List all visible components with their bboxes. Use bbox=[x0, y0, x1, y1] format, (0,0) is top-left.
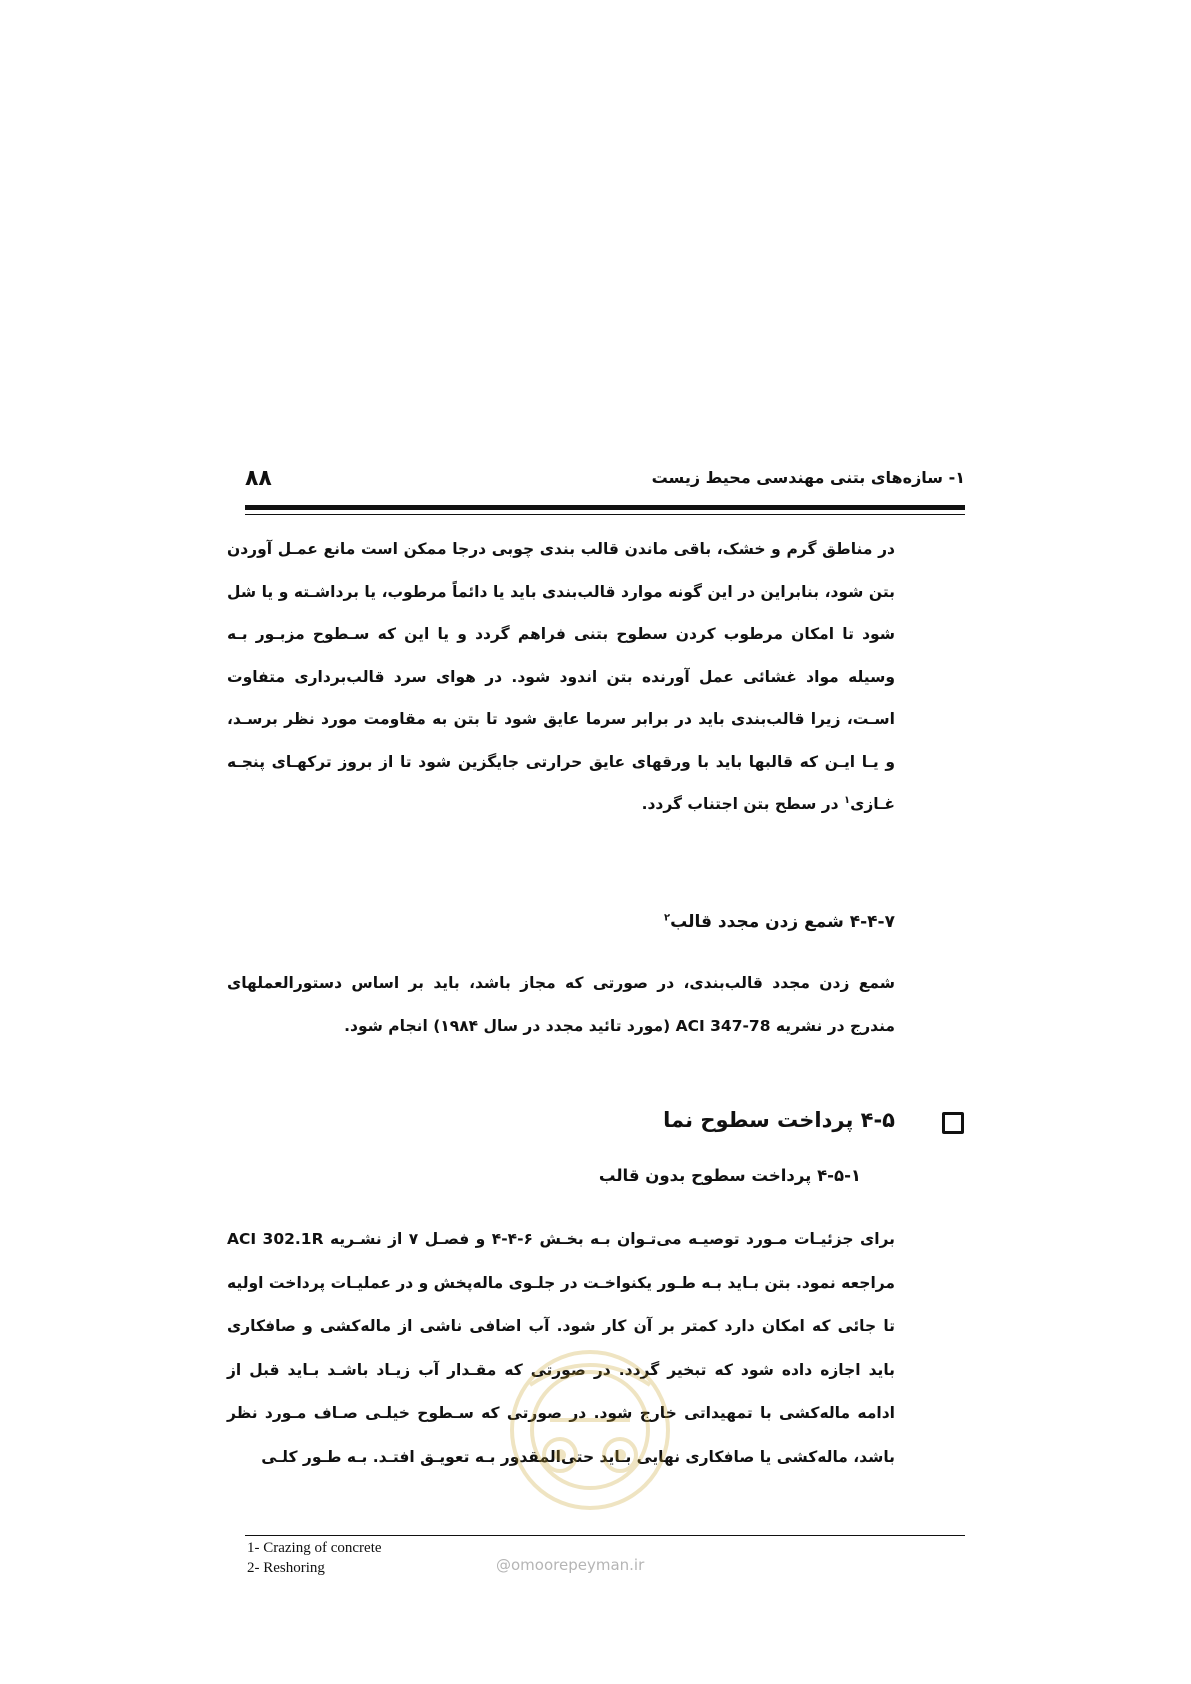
header-rule-thick bbox=[245, 505, 965, 510]
paragraph-text: برای جزئیـات مـورد توصیـه می‌تـوان بـه بخـش ۶-۴-۴ و فصـل ۷ از نشـریه ACI 302.1R مراجعه نمود. بتن بـاید بـه طـور یکنواخـت در جلـوی ماله‌پخش و در عملیـات پرداخت اولیه تا جائی که امکان دارد کمتر بر آن کار شود. آب اضافی ناشی از ماله‌کشی و صافکاری باید اجازه داده شود که تبخیر گردد. در صورتی که مقـدار آب زیـاد باشـد بـاید قبل از ادامه ماله‌کشی با تمهیداتی خارج شود. در صورتی که سـطوح خیلـی صـاف مـورد نظر باشد، ماله‌کشی یا صافکاری نهایی بـاید حتی‌المقدور بـه تعویـق افتـد. بـه طـور کلـی bbox=[227, 1230, 896, 1466]
footnote-1: 1- Crazing of concrete bbox=[247, 1540, 382, 1556]
page-header bbox=[245, 458, 965, 498]
footnote-rule bbox=[245, 1535, 965, 1536]
running-title: ۱- سازه‌های بتنی مهندسی محیط زیست bbox=[651, 468, 965, 487]
footnote-2: 2- Reshoring bbox=[247, 1560, 325, 1576]
paragraph-text: در مناطق گرم و خشک، باقی ماندن قالب بندی چوبی درجا ممکن است مانع عمـل آوردن بتن شود، بنابراین در این گونه موارد قالب‌بندی باید یا دائماً مرطوب، یا برداشـته و یا شل شود تا امکان مرطوب کردن سطوح بتنی فراهم گردد و یا این که سـطوح مزبـور بـه وسیله مواد غشائی عمل آورنده بتن اندود شود. در هوای سرد قالب‌برداری متفاوت اسـت، زیرا قالب‌بندی باید در برابر سرما عایق شود تا بتن به مقاومت مورد نظر برسـد، و یـا ایـن که قالبها باید با ورقهای عایق حرارتی جایگزین شود تا از بروز ترکهـای پنجـه غـازی bbox=[227, 540, 895, 813]
watermark-url: @omoorepeyman.ir bbox=[496, 1556, 645, 1574]
header-rule-thin bbox=[245, 514, 965, 515]
heading-4-4-7 bbox=[664, 912, 895, 932]
page-number: ۸۸ bbox=[245, 466, 272, 491]
heading-4-5-1: ۴-۵-۱ پرداخت سطوح بدون قالب bbox=[598, 1166, 861, 1185]
paragraph-formwork-climate bbox=[227, 528, 895, 826]
paragraph-reshoring bbox=[227, 962, 895, 1048]
paragraph-text: در سطح بتن اجتناب گردد. bbox=[641, 795, 845, 813]
section-square-icon bbox=[942, 1112, 964, 1134]
heading-text: ۴-۴-۷ شمع زدن مجدد قالب bbox=[670, 912, 895, 932]
footnotes bbox=[247, 1538, 382, 1578]
heading-4-5: ۴-۵ پرداخت سطوح نما bbox=[663, 1108, 895, 1132]
footnote-mark-1: ۱ bbox=[844, 794, 851, 806]
paragraph-text: شمع زدن مجدد قالب‌بندی، در صورتی که مجاز باشد، باید بر اساس دستورالعملهای مندرج در نشریه ACI 347-78 (مورد تائید مجدد در سال ۱۹۸۴) انجام شود. bbox=[227, 974, 895, 1035]
footnote-mark-2: ۲ bbox=[664, 912, 671, 924]
watermark-logo bbox=[470, 1325, 710, 1525]
